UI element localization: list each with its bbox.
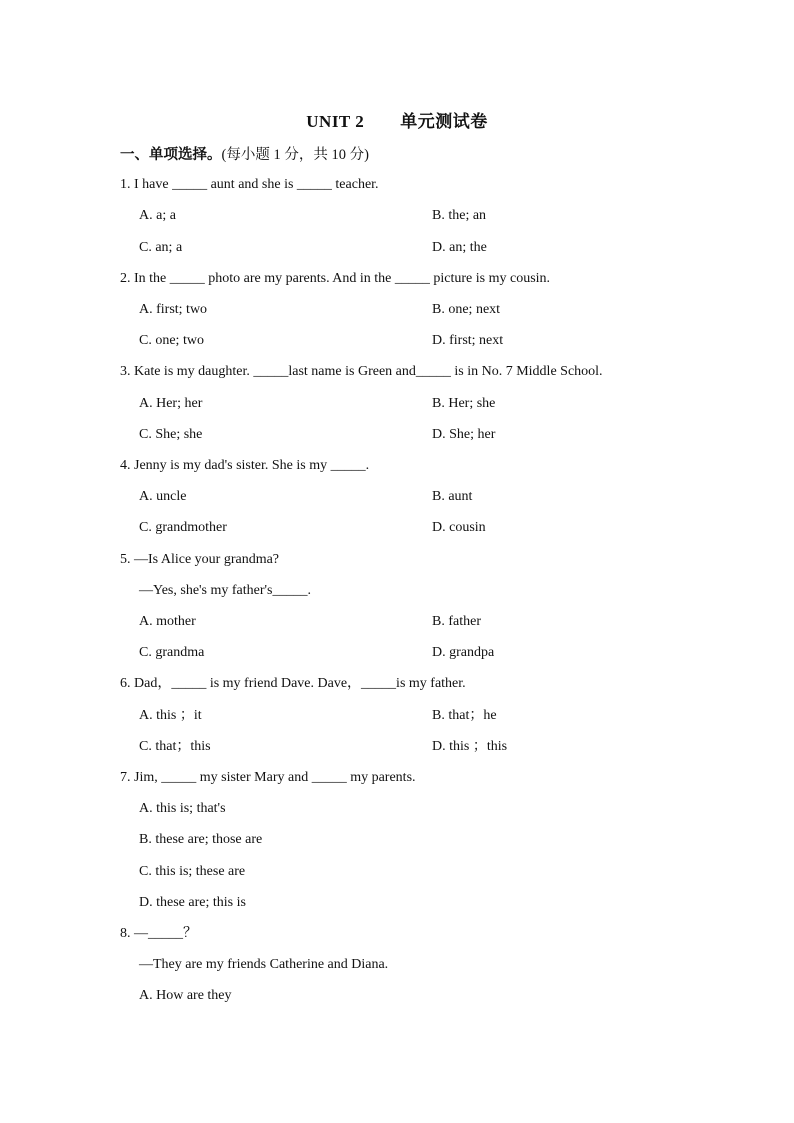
question-3-option-d: D. She; her bbox=[432, 427, 496, 442]
question-5-option-d: D. grandpa bbox=[432, 645, 495, 660]
section-heading-text: 一、单项选择。 bbox=[120, 147, 222, 163]
question-5-stem: 5. —Is Alice your grandma? bbox=[120, 552, 280, 567]
question-5-stem-reply: —Yes, she's my father's_____. bbox=[139, 583, 312, 598]
question-1-option-c: C. an; a bbox=[139, 240, 183, 255]
question-2-option-c: C. one; two bbox=[139, 333, 204, 348]
question-7-option-c: C. this is; these are bbox=[139, 864, 246, 879]
question-2-stem: 2. In the _____ photo are my parents. And in the _____ picture is my cousin. bbox=[120, 271, 551, 286]
question-5-option-a: A. mother bbox=[139, 614, 196, 629]
title-name: 单元测试卷 bbox=[400, 112, 488, 131]
question-8-stem-reply: —They are my friends Catherine and Diana. bbox=[139, 957, 389, 972]
question-4-option-a: A. uncle bbox=[139, 489, 187, 504]
question-7-stem: 7. Jim, _____ my sister Mary and _____ my parents. bbox=[120, 770, 416, 785]
question-1-option-d: D. an; the bbox=[432, 240, 487, 255]
question-6-option-c: C. that；this bbox=[139, 739, 211, 754]
question-2-option-b: B. one; next bbox=[432, 302, 501, 317]
question-6-option-d: D. this ；this bbox=[432, 739, 508, 754]
question-1-option-b: B. the; an bbox=[432, 208, 487, 223]
section-heading bbox=[120, 143, 369, 164]
question-3-option-a: A. Her; her bbox=[139, 396, 203, 411]
question-3-option-c: C. She; she bbox=[139, 427, 203, 442]
question-2-option-d: D. first; next bbox=[432, 333, 504, 348]
question-8-option-a: A. How are they bbox=[139, 988, 232, 1003]
page-title bbox=[0, 107, 794, 132]
question-4-option-c: C. grandmother bbox=[139, 520, 227, 535]
question-8-stem: 8. —_____？ bbox=[120, 926, 197, 941]
title-unit: UNIT 2 bbox=[306, 112, 365, 131]
question-6-option-a: A. this ；it bbox=[139, 708, 202, 723]
question-7-option-a: A. this is; that's bbox=[139, 801, 226, 816]
question-7-option-d: D. these are; this is bbox=[139, 895, 246, 910]
question-6-stem: 6. Dad，_____ is my friend Dave. Dave，_____is my father. bbox=[120, 676, 466, 691]
question-7-option-b: B. these are; those are bbox=[139, 832, 263, 847]
question-2-option-a: A. first; two bbox=[139, 302, 208, 317]
question-1-stem: 1. I have _____ aunt and she is _____ teacher. bbox=[120, 177, 379, 192]
question-6-option-b: B. that；he bbox=[432, 708, 497, 723]
question-4-option-d: D. cousin bbox=[432, 520, 486, 535]
section-note: (每小题 1 分，共 10 分) bbox=[221, 147, 369, 163]
question-4-stem: 4. Jenny is my dad's sister. She is my _____. bbox=[120, 458, 370, 473]
question-5-option-b: B. father bbox=[432, 614, 481, 629]
question-1-option-a: A. a; a bbox=[139, 208, 176, 223]
question-3-stem: 3. Kate is my daughter. _____last name is Green and_____ is in No. 7 Middle School. bbox=[120, 364, 603, 379]
question-5-option-c: C. grandma bbox=[139, 645, 205, 660]
question-3-option-b: B. Her; she bbox=[432, 396, 496, 411]
question-4-option-b: B. aunt bbox=[432, 489, 473, 504]
